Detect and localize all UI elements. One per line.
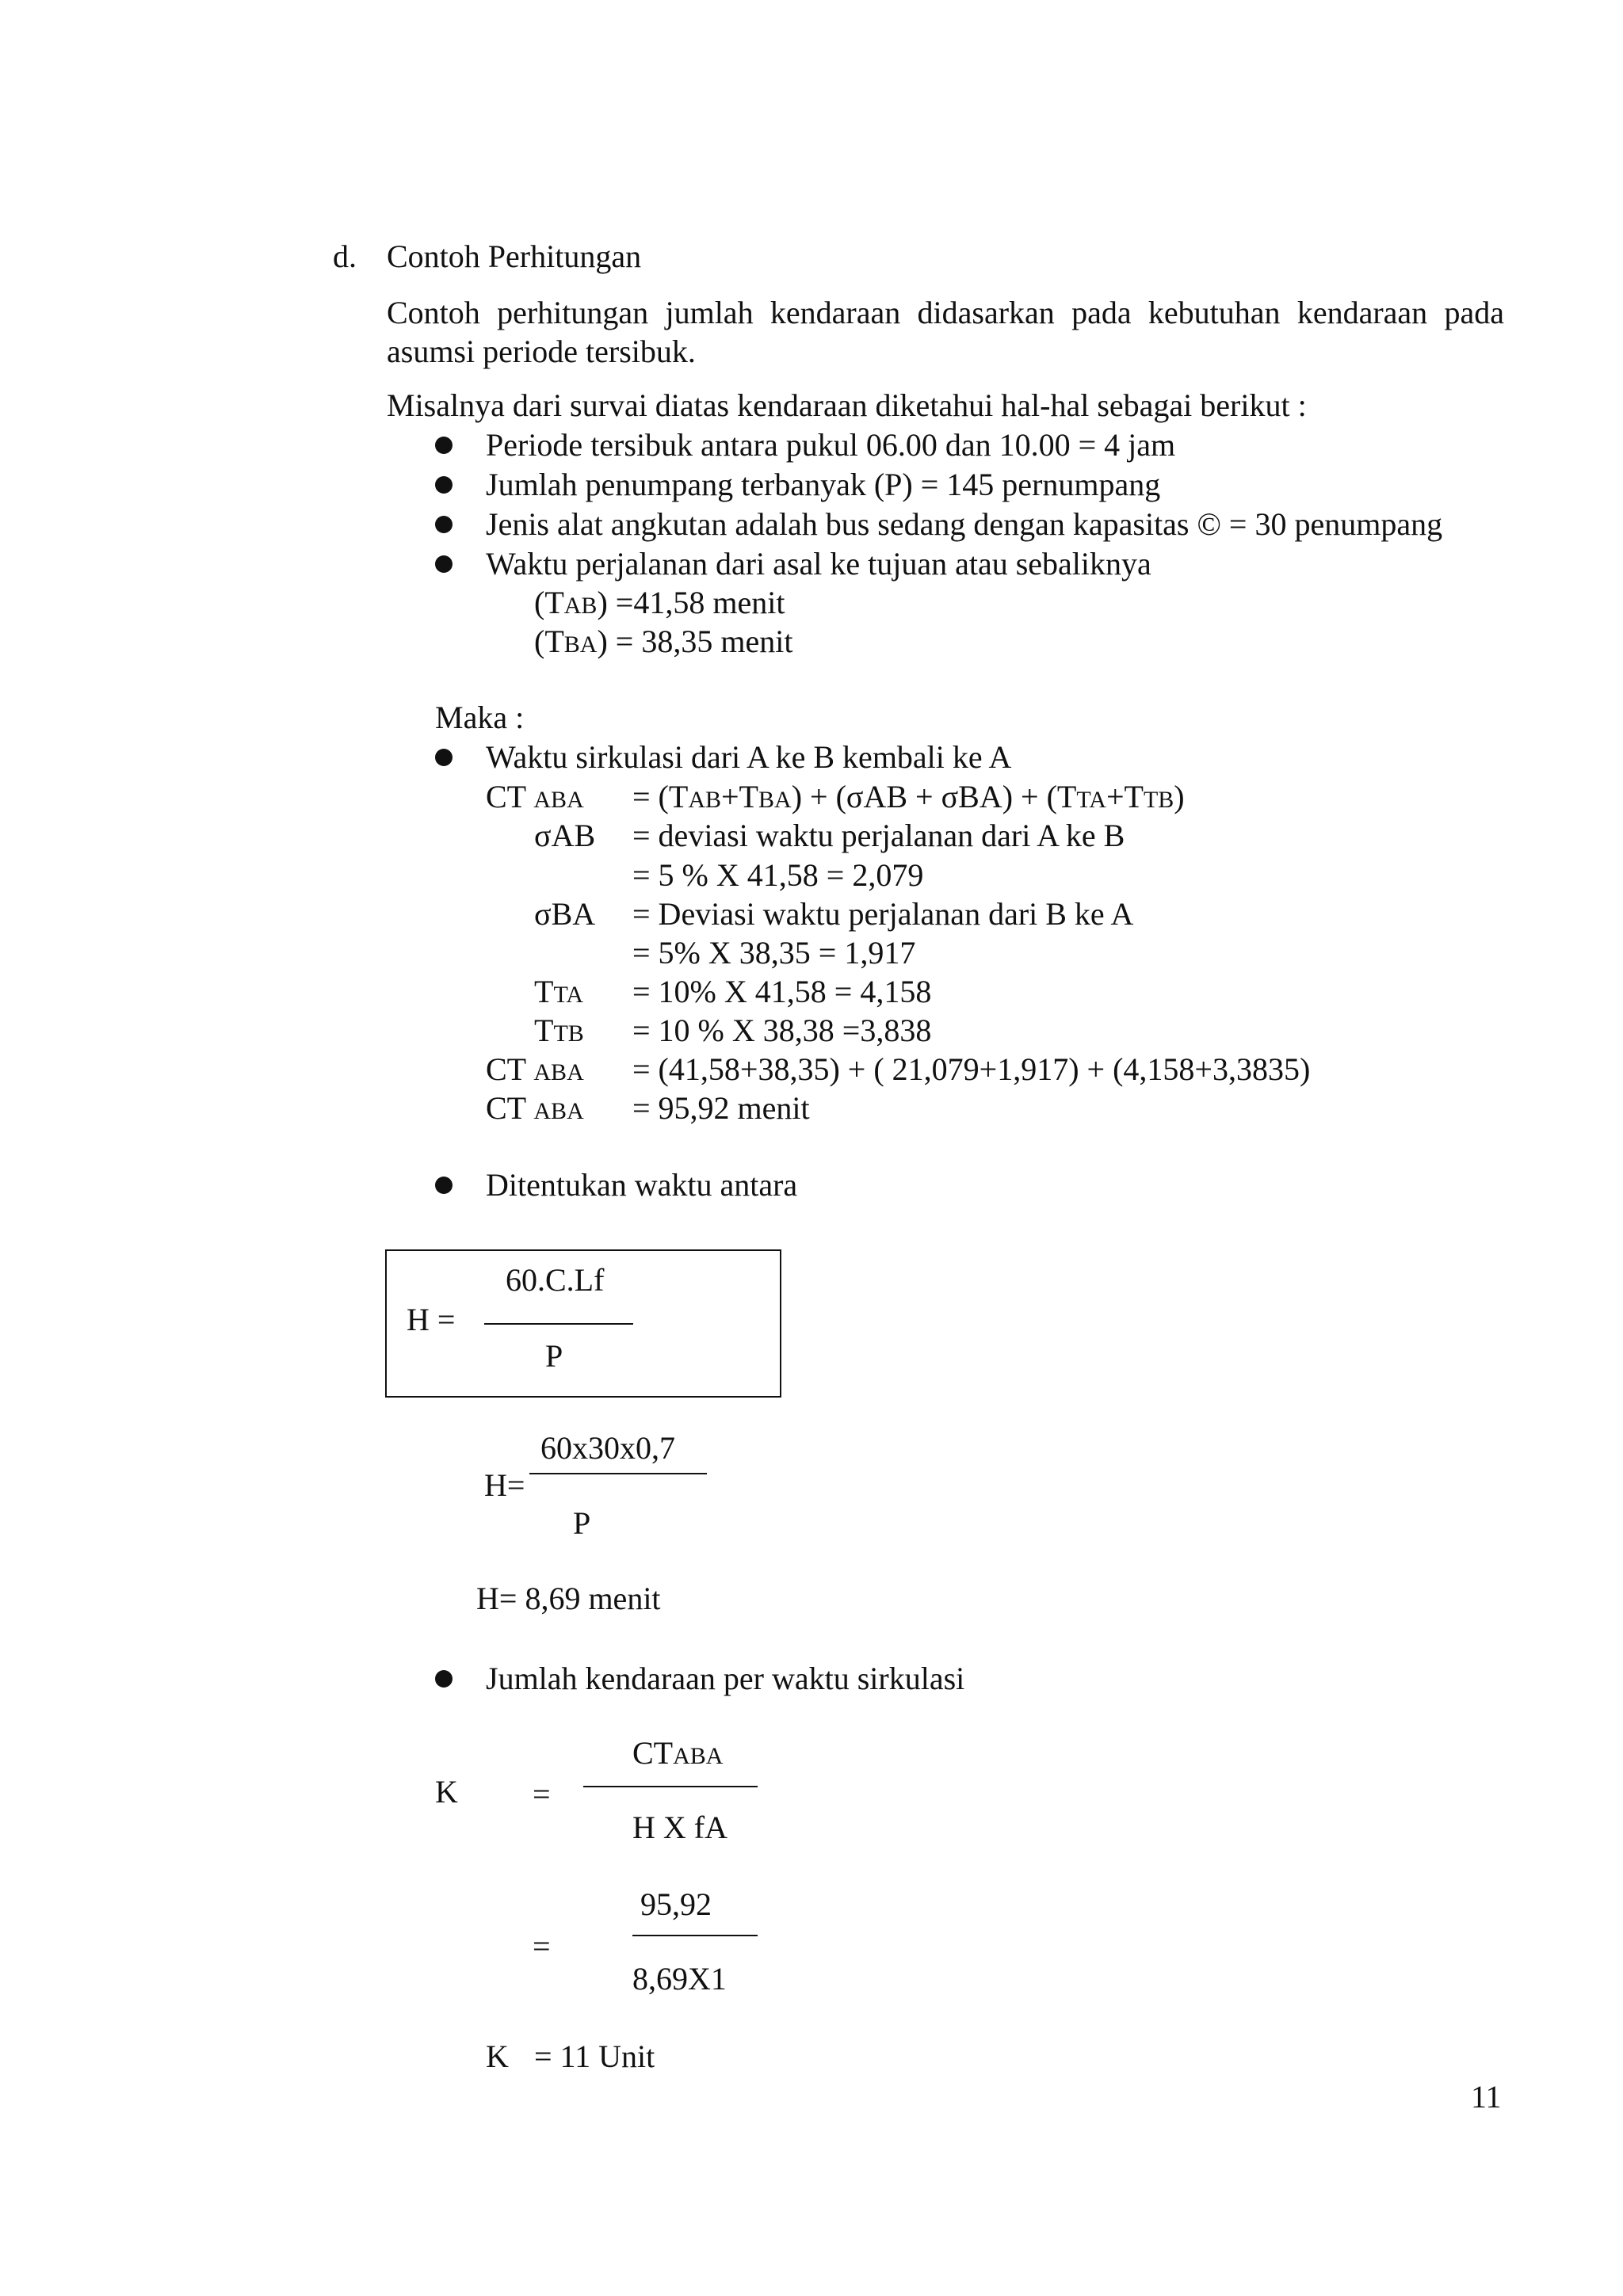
- maka-label: Maka :: [435, 700, 525, 735]
- sigma-ab-label: σAB: [534, 818, 596, 853]
- fleet-bullet: Jumlah kendaraan per waktu sirkulasi: [486, 1661, 965, 1696]
- ttb-label: TTB: [534, 1013, 584, 1048]
- ct-aba-label: CT ABA: [486, 779, 584, 814]
- assumption-item: Periode tersibuk antara pukul 06.00 dan 10.00 = 4 jam: [486, 427, 1176, 463]
- assumption-item: Jumlah penumpang terbanyak (P) = 145 pernumpang: [486, 467, 1161, 502]
- ttb-value: = 10 % X 38,38 =3,838: [632, 1013, 932, 1048]
- headway-calc-denominator: P: [573, 1505, 591, 1541]
- fleet-denominator: H X fA: [632, 1810, 727, 1845]
- headway-calc-lhs: H=: [484, 1467, 525, 1503]
- headway-result: H= 8,69 menit: [476, 1581, 661, 1616]
- headway-formula-lhs: H =: [407, 1302, 456, 1337]
- intro-paragraph-line-1: Contoh perhitungan jumlah kendaraan didasarkan pada kebutuhan kendaraan pada: [387, 295, 1504, 330]
- fleet-result-k: K: [486, 2039, 509, 2074]
- ct-aba-substitution: = (41,58+38,35) + ( 21,079+1,917) + (4,158+3,3835): [632, 1051, 1311, 1087]
- sigma-ab-value: = 5 % X 41,58 = 2,079: [632, 857, 924, 893]
- bullet-icon: [435, 749, 453, 766]
- sigma-ba-value: = 5% X 38,35 = 1,917: [632, 935, 916, 971]
- fraction-line: [484, 1323, 633, 1325]
- sigma-ab-definition: = deviasi waktu perjalanan dari A ke B: [632, 818, 1125, 853]
- ct-aba-label: CT ABA: [486, 1051, 584, 1087]
- headway-calc-numerator: 60x30x0,7: [540, 1430, 675, 1466]
- fleet-equals: =: [533, 1776, 551, 1812]
- fleet-value-numerator: 95,92: [640, 1886, 712, 1922]
- fleet-k-label: K: [435, 1774, 458, 1810]
- bullet-icon: [435, 476, 453, 494]
- fraction-line: [529, 1473, 707, 1474]
- bullet-icon: [435, 1670, 453, 1688]
- bullet-icon: [435, 1177, 453, 1194]
- sigma-ba-definition: = Deviasi waktu perjalanan dari B ke A: [632, 896, 1134, 932]
- bullet-icon: [435, 516, 453, 533]
- intro-paragraph-line-2: asumsi periode tersibuk.: [387, 334, 696, 369]
- ct-aba-result: = 95,92 menit: [632, 1090, 810, 1126]
- headway-formula-denominator: P: [545, 1338, 563, 1374]
- assumption-item: Jenis alat angkutan adalah bus sedang dengan kapasitas © = 30 penumpang: [486, 506, 1443, 542]
- ct-aba-label: CT ABA: [486, 1090, 584, 1126]
- sigma-ba-label: σBA: [534, 896, 596, 932]
- headway-bullet: Ditentukan waktu antara: [486, 1167, 798, 1203]
- headway-formula-numerator: 60.C.Lf: [506, 1262, 605, 1298]
- travel-time-ba: (TBA) = 38,35 menit: [534, 624, 793, 659]
- assumption-item: Waktu perjalanan dari asal ke tujuan atau sebaliknya: [486, 546, 1151, 582]
- travel-time-ab: (TAB) =41,58 menit: [534, 585, 785, 620]
- fraction-line: [632, 1935, 758, 1936]
- bullet-icon: [435, 555, 453, 573]
- circulation-bullet: Waktu sirkulasi dari A ke B kembali ke A: [486, 739, 1012, 775]
- page-number: 11: [1471, 2079, 1502, 2115]
- tta-value: = 10% X 41,58 = 4,158: [632, 974, 932, 1009]
- fleet-equals: =: [533, 1928, 551, 1964]
- section-marker: d.: [333, 238, 357, 274]
- fleet-value-denominator: 8,69X1: [632, 1961, 727, 1997]
- bullet-icon: [435, 437, 453, 454]
- ct-aba-formula: = (TAB+TBA) + (σAB + σBA) + (TTA+TTB): [632, 779, 1185, 814]
- intro-paragraph-2: Misalnya dari survai diatas kendaraan diketahui hal-hal sebagai berikut :: [387, 387, 1307, 423]
- tta-label: TTA: [534, 974, 584, 1009]
- section-heading: Contoh Perhitungan: [387, 238, 642, 274]
- fleet-result-value: = 11 Unit: [534, 2039, 655, 2074]
- fraction-line: [583, 1786, 758, 1787]
- fleet-numerator: CTABA: [632, 1735, 724, 1771]
